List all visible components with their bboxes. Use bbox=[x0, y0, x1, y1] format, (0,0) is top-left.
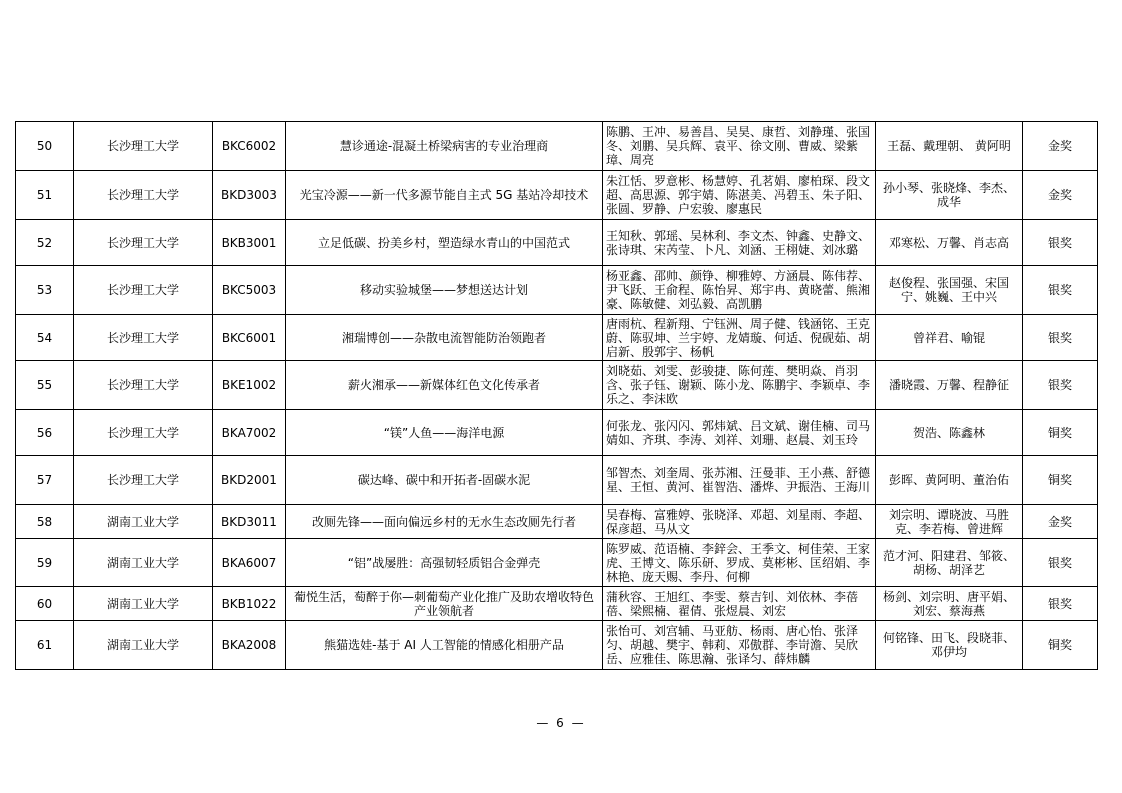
row-number: 52 bbox=[16, 220, 74, 266]
advisors: 贺浩、陈鑫林 bbox=[876, 410, 1023, 456]
table-row bbox=[16, 171, 1098, 220]
advisors: 邓寒松、万馨、肖志高 bbox=[876, 220, 1023, 266]
project-code: BKC5003 bbox=[213, 266, 286, 315]
awards-table bbox=[15, 121, 1098, 670]
advisors: 范才河、阳建君、邹筱、胡杨、胡泽艺 bbox=[876, 539, 1023, 587]
table-row bbox=[16, 621, 1098, 670]
row-number: 51 bbox=[16, 171, 74, 220]
advisors: 赵俊程、张国强、宋国宁、姚巍、王中兴 bbox=[876, 266, 1023, 315]
team-members: 陈鹏、王冲、易善昌、吴昊、康哲、刘静瑾、张国冬、刘鹏、吴兵辉、袁平、徐文刚、曹威、梁紫璋、周亮 bbox=[603, 122, 876, 171]
project-code: BKC6001 bbox=[213, 315, 286, 361]
school-name: 长沙理工大学 bbox=[74, 456, 213, 505]
project-code: BKB3001 bbox=[213, 220, 286, 266]
table-row bbox=[16, 505, 1098, 539]
school-name: 长沙理工大学 bbox=[74, 122, 213, 171]
table-row bbox=[16, 220, 1098, 266]
award-level: 铜奖 bbox=[1023, 410, 1098, 456]
project-code: BKD3003 bbox=[213, 171, 286, 220]
project-name: 慧诊通途-混凝土桥梁病害的专业治理商 bbox=[286, 122, 603, 171]
row-number: 58 bbox=[16, 505, 74, 539]
row-number: 60 bbox=[16, 587, 74, 621]
row-number: 56 bbox=[16, 410, 74, 456]
advisors: 彭晖、黄阿明、董治佑 bbox=[876, 456, 1023, 505]
table-row bbox=[16, 266, 1098, 315]
project-code: BKA7002 bbox=[213, 410, 286, 456]
row-number: 55 bbox=[16, 361, 74, 410]
award-level: 银奖 bbox=[1023, 539, 1098, 587]
team-members: 张怡可、刘宫辅、马亚舫、杨雨、唐心怡、张泽匀、胡越、樊宇、韩莉、邓傲群、李岢澹、吴欣岳、应雅佳、陈思瀚、张译匀、薛炜麟 bbox=[603, 621, 876, 670]
project-name: 改厕先锋——面向偏远乡村的无水生态改厕先行者 bbox=[286, 505, 603, 539]
row-number: 57 bbox=[16, 456, 74, 505]
award-level: 金奖 bbox=[1023, 122, 1098, 171]
page-number: — 6 — bbox=[536, 716, 586, 730]
advisors: 何铭锋、田飞、段晓菲、邓伊均 bbox=[876, 621, 1023, 670]
advisors: 曾祥君、喻锟 bbox=[876, 315, 1023, 361]
team-members: 唐雨杭、程新翔、宁钰洲、周子健、钱涵铭、王克蔚、陈驭坤、兰宇婷、龙婧璇、何适、倪砚茹、胡启新、殷郭宇、杨帆 bbox=[603, 315, 876, 361]
project-code: BKD3011 bbox=[213, 505, 286, 539]
project-name: 光宝冷源——新一代多源节能自主式 5G 基站冷却技术 bbox=[286, 171, 603, 220]
project-name: 熊猫选娃-基于 AI 人工智能的情感化相册产品 bbox=[286, 621, 603, 670]
school-name: 湖南工业大学 bbox=[74, 621, 213, 670]
team-members: 邹智杰、刘奎周、张苏湘、汪曼菲、王小燕、舒德星、王恒、黄河、崔智浩、潘烨、尹振浩、王海川 bbox=[603, 456, 876, 505]
school-name: 长沙理工大学 bbox=[74, 361, 213, 410]
award-level: 银奖 bbox=[1023, 315, 1098, 361]
project-name: 碳达峰、碳中和开拓者-固碳水泥 bbox=[286, 456, 603, 505]
table-row bbox=[16, 456, 1098, 505]
project-name: 薪火湘承——新媒体红色文化传承者 bbox=[286, 361, 603, 410]
row-number: 54 bbox=[16, 315, 74, 361]
project-name: “铝”战屡胜：高强韧轻质铝合金弹壳 bbox=[286, 539, 603, 587]
award-level: 金奖 bbox=[1023, 171, 1098, 220]
table-row bbox=[16, 587, 1098, 621]
table-row bbox=[16, 315, 1098, 361]
project-name: “镁”人鱼——海洋电源 bbox=[286, 410, 603, 456]
school-name: 长沙理工大学 bbox=[74, 266, 213, 315]
award-level: 金奖 bbox=[1023, 505, 1098, 539]
team-members: 杨亚鑫、邵帅、颜铮、柳雅婷、方涵晨、陈伟荐、尹飞跃、王俞程、陈怡昇、郑宇冉、黄晓蕾、熊湘豪、陈敏健、刘弘毅、高凯鹏 bbox=[603, 266, 876, 315]
row-number: 53 bbox=[16, 266, 74, 315]
team-members: 蒲秋容、王旭红、李雯、蔡吉钊、刘依林、李蓓蓓、梁熙楠、翟倩、张煜晨、刘宏 bbox=[603, 587, 876, 621]
table-row bbox=[16, 122, 1098, 171]
table-row bbox=[16, 539, 1098, 587]
team-members: 陈罗威、范语楠、李鋅会、王季文、柯佳荣、王家虎、王博文、陈乐研、罗成、莫彬彬、匡绍娟、李林艳、庞天赐、李丹、何柳 bbox=[603, 539, 876, 587]
award-level: 银奖 bbox=[1023, 587, 1098, 621]
school-name: 湖南工业大学 bbox=[74, 505, 213, 539]
team-members: 刘晓茹、刘雯、彭骏捷、陈何莲、樊明焱、肖羽含、张子钰、谢颖、陈小龙、陈鹏宇、李颖卓、李乐之、李沫欧 bbox=[603, 361, 876, 410]
row-number: 50 bbox=[16, 122, 74, 171]
table-row bbox=[16, 361, 1098, 410]
school-name: 长沙理工大学 bbox=[74, 171, 213, 220]
award-level: 银奖 bbox=[1023, 361, 1098, 410]
school-name: 长沙理工大学 bbox=[74, 410, 213, 456]
team-members: 何张龙、张闪闪、郭炜斌、吕文斌、谢佳楠、司马婧如、齐琪、李涛、刘祥、刘珊、赵晨、刘玉玲 bbox=[603, 410, 876, 456]
team-members: 吴春梅、富雅婷、张晓泽、邓超、刘星雨、李超、保彦超、马从文 bbox=[603, 505, 876, 539]
project-code: BKC6002 bbox=[213, 122, 286, 171]
team-members: 朱江恬、罗意彬、杨慧婷、孔茗娟、廖柏琛、段文超、高思源、郭宇婧、陈湛美、冯碧玉、朱子阳、张圆、罗静、户宏骏、廖惠民 bbox=[603, 171, 876, 220]
school-name: 湖南工业大学 bbox=[74, 539, 213, 587]
row-number: 61 bbox=[16, 621, 74, 670]
project-code: BKE1002 bbox=[213, 361, 286, 410]
advisors: 潘晓霞、万馨、程静征 bbox=[876, 361, 1023, 410]
project-code: BKA6007 bbox=[213, 539, 286, 587]
school-name: 长沙理工大学 bbox=[74, 220, 213, 266]
project-name: 湘瑞博创——杂散电流智能防治领跑者 bbox=[286, 315, 603, 361]
project-code: BKA2008 bbox=[213, 621, 286, 670]
school-name: 长沙理工大学 bbox=[74, 315, 213, 361]
award-level: 铜奖 bbox=[1023, 456, 1098, 505]
project-name: 立足低碳、扮美乡村，塑造绿水青山的中国范式 bbox=[286, 220, 603, 266]
table-row bbox=[16, 410, 1098, 456]
project-code: BKD2001 bbox=[213, 456, 286, 505]
advisors: 王磊、戴理朝、 黄阿明 bbox=[876, 122, 1023, 171]
advisors: 刘宗明、谭晓波、马胜克、李若梅、曾进辉 bbox=[876, 505, 1023, 539]
project-code: BKB1022 bbox=[213, 587, 286, 621]
advisors: 杨剑、刘宗明、唐平娟、刘宏、蔡海燕 bbox=[876, 587, 1023, 621]
school-name: 湖南工业大学 bbox=[74, 587, 213, 621]
award-level: 铜奖 bbox=[1023, 621, 1098, 670]
row-number: 59 bbox=[16, 539, 74, 587]
project-name: 葡悦生活，萄醉于你—刺葡萄产业化推广及助农增收特色产业领航者 bbox=[286, 587, 603, 621]
award-level: 银奖 bbox=[1023, 266, 1098, 315]
project-name: 移动实验城堡——梦想送达计划 bbox=[286, 266, 603, 315]
team-members: 王知秋、郭瑶、吴林利、李文杰、钟鑫、史静文、张诗琪、宋芮莹、卜凡、刘涵、王栩婕、刘冰璐 bbox=[603, 220, 876, 266]
advisors: 孙小琴、张晓烽、李杰、成华 bbox=[876, 171, 1023, 220]
award-level: 银奖 bbox=[1023, 220, 1098, 266]
